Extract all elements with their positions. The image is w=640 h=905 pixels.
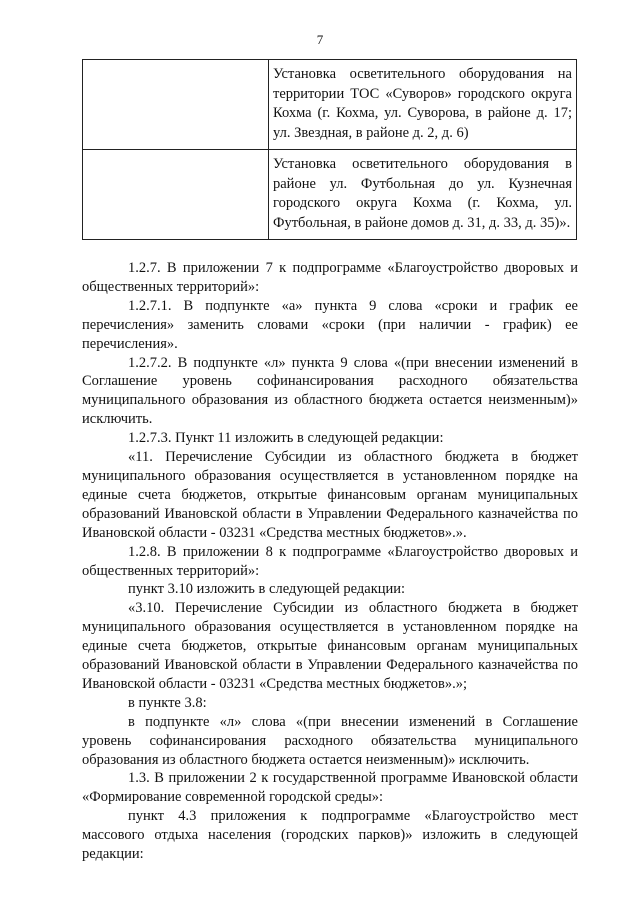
table-row — [83, 150, 577, 240]
paragraph: 1.2.7.1. В подпункте «а» пункта 9 слова «сроки и график ее перечисления» заменить словами «сроки (при наличии - график) ее перечисления». — [82, 297, 578, 352]
page-number: 7 — [316, 32, 324, 47]
paragraph: пункт 3.10 изложить в следующей редакции: — [128, 581, 406, 598]
paragraph: 1.2.7.2. В подпункте «л» пункта 9 слова «(при внесении изменений в Соглашение уровень софинансирования расходного обязательства муниципального образования из областного бюджета остается неизменным)» исключить. — [82, 354, 578, 428]
document-body — [82, 259, 578, 864]
paragraph: пункт 4.3 приложения к подпрограмме «Благоустройство мест массового отдыха населения (городских парков)» изложить в следующей редакции: — [82, 808, 578, 863]
paragraph: 1.2.7. В приложении 7 к подпрограмме «Благоустройство дворовых и общественных территорий»: — [82, 260, 578, 295]
table-cell-text: Установка осветительного оборудования на территории ТОС «Суворов» городского округа Кохма (г. Кохма, ул. Суворова, в районе д. 17; ул. Звездная, в районе д. 2, д. 6) — [269, 60, 577, 150]
paragraph: 1.2.7.3. Пункт 11 изложить в следующей редакции: — [128, 430, 444, 447]
paragraph: в пункте 3.8: — [128, 694, 207, 711]
table-cell-empty — [83, 150, 269, 240]
table-cell-text: Установка осветительного оборудования в районе ул. Футбольная до ул. Кузнечная городского округа Кохма (г. Кохма, ул. Футбольная, в районе домов д. 31, д. 33, д. 35)». — [269, 150, 577, 240]
paragraph: «3.10. Перечисление Субсидии из областного бюджета в бюджет муниципального образования осуществляется в установленном порядке на единые счета бюджетов, открытые финансовым органам муниципальных образований Ивановской области в Управлении Федерального казначейства по Ивановской области - 03231 «Средства местных бюджетов».»; — [82, 600, 578, 692]
table-cell-empty — [83, 60, 269, 150]
paragraph: 1.3. В приложении 2 к государственной программе Ивановской области «Формирование современной городской среды»: — [82, 770, 578, 806]
table-row — [83, 60, 577, 150]
paragraph: 1.2.8. В приложении 8 к подпрограмме «Благоустройство дворовых и общественных территорий»: — [82, 543, 578, 579]
document-table — [82, 59, 577, 240]
paragraph: «11. Перечисление Субсидии из областного бюджета в бюджет муниципального образования осуществляется в установленном порядке на единые счета бюджетов, открытые финансовым органам муниципальных образований Ивановской области в Управлении Федерального казначейства по Ивановской области - 03231 «Средства местных бюджетов».». — [82, 449, 578, 541]
paragraph: в подпункте «л» слова «(при внесении изменений в Соглашение уровень софинансирования расходного обязательства муниципального образования из областного бюджета остается неизменным)» исключить. — [82, 713, 578, 768]
